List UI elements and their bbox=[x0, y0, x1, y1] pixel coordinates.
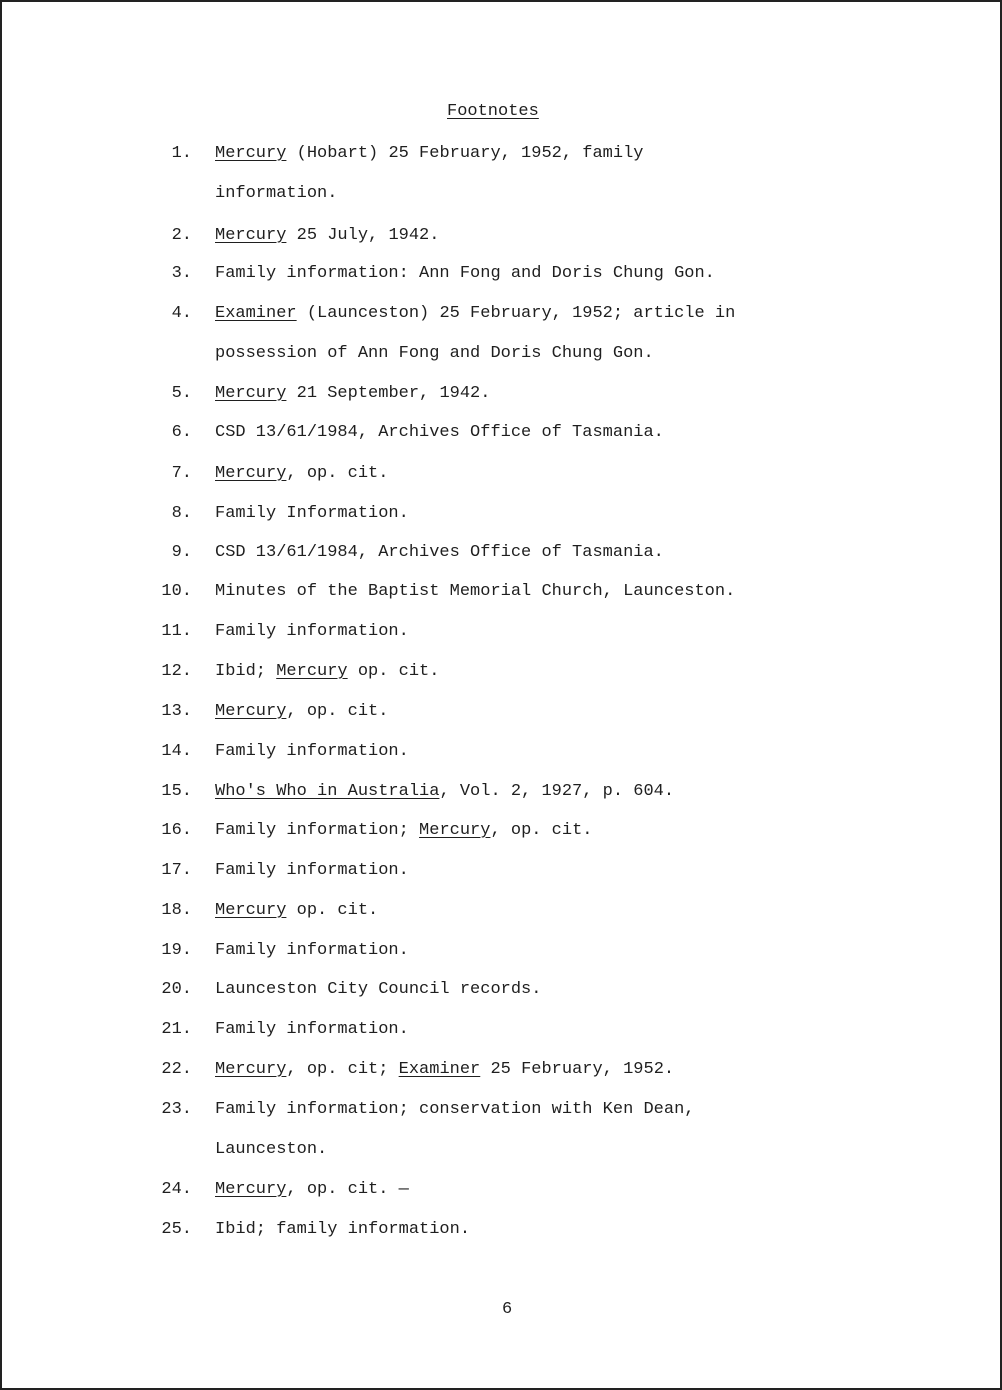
footnote-text bbox=[215, 1020, 409, 1040]
footnote-text-segment: Family information: Ann Fong and Doris Chung Gon. bbox=[215, 264, 715, 283]
footnote-text bbox=[215, 384, 490, 404]
footnote-text-segment: (Launceston) 25 February, 1952; article in bbox=[296, 304, 736, 323]
footnote-text-segment: op. cit. bbox=[286, 901, 379, 920]
footnote-source-title: Mercury bbox=[215, 1060, 287, 1079]
footnote-text-segment: Ibid; bbox=[215, 662, 277, 681]
footnote-text bbox=[215, 821, 593, 841]
footnote-text bbox=[215, 1100, 694, 1120]
footnote-source-title: Mercury bbox=[215, 144, 287, 163]
footnote-text bbox=[215, 980, 541, 1000]
footnote-number: 21. bbox=[161, 1020, 192, 1039]
footnote-source-title: Mercury bbox=[215, 226, 287, 245]
footnote-number: 6. bbox=[171, 423, 192, 442]
footnote-number: 22. bbox=[161, 1060, 192, 1079]
footnote-number: 25. bbox=[161, 1220, 192, 1239]
footnote-number: 18. bbox=[161, 901, 192, 920]
footnote-text-segment: op. cit. bbox=[347, 662, 440, 681]
footnote-text-segment: (Hobart) 25 February, 1952, family bbox=[286, 144, 644, 163]
footnote-text-segment: Family information; bbox=[215, 821, 420, 840]
footnote-text bbox=[215, 504, 409, 524]
footnote-text bbox=[215, 264, 715, 284]
footnote-number: 5. bbox=[171, 384, 192, 403]
footnote-text-segment: 25 February, 1952. bbox=[480, 1060, 675, 1079]
footnote-text bbox=[215, 144, 643, 164]
footnote-number: 14. bbox=[161, 742, 192, 761]
footnote-number: 10. bbox=[161, 582, 192, 601]
footnote-text bbox=[215, 941, 409, 961]
footnote-text bbox=[215, 423, 664, 443]
footnote-text bbox=[215, 304, 735, 324]
footnote-text bbox=[215, 582, 735, 602]
footnote-number: 23. bbox=[161, 1100, 192, 1119]
footnote-number: 1. bbox=[171, 144, 192, 163]
page-title: Footnotes bbox=[447, 102, 539, 121]
footnote-text bbox=[215, 464, 388, 484]
footnote-text-segment: , op. cit. bbox=[286, 702, 389, 721]
footnote-text bbox=[215, 742, 409, 762]
footnote-text-segment: 21 September, 1942. bbox=[286, 384, 491, 403]
footnote-text-segment: Ibid; family information. bbox=[215, 1220, 471, 1239]
footnote-source-title: Mercury bbox=[215, 1180, 287, 1199]
footnote-number: 3. bbox=[171, 264, 192, 283]
footnote-text-segment: Family information. bbox=[215, 622, 409, 641]
footnote-text-segment: 25 July, 1942. bbox=[286, 226, 440, 245]
footnote-text-segment: Family information; conservation with Ken Dean, bbox=[215, 1100, 695, 1119]
footnote-source-title: Mercury bbox=[419, 821, 491, 840]
footnote-source-title: Mercury bbox=[215, 702, 287, 721]
footnote-text bbox=[215, 1060, 674, 1080]
footnote-text-segment: CSD 13/61/1984, Archives Office of Tasmania. bbox=[215, 543, 664, 562]
footnote-text bbox=[215, 1180, 409, 1200]
footnote-text-segment: Minutes of the Baptist Memorial Church, Launceston. bbox=[215, 582, 736, 601]
footnote-text-line2: possession of Ann Fong and Doris Chung Gon. bbox=[215, 344, 654, 363]
footnote-text-line2: information. bbox=[215, 184, 338, 203]
footnote-source-title: Mercury bbox=[215, 464, 287, 483]
page-number: 6 bbox=[502, 1300, 513, 1319]
footnote-text bbox=[215, 226, 439, 246]
footnote-number: 4. bbox=[171, 304, 192, 323]
footnote-source-title: Examiner bbox=[398, 1060, 481, 1079]
footnote-source-title: Mercury bbox=[276, 662, 348, 681]
footnote-source-title: Mercury bbox=[215, 384, 287, 403]
footnote-text bbox=[215, 543, 664, 563]
footnote-text-segment: CSD 13/61/1984, Archives Office of Tasmania. bbox=[215, 423, 664, 442]
footnote-number: 13. bbox=[161, 702, 192, 721]
footnote-text-segment: Family information. bbox=[215, 941, 409, 960]
footnote-number: 15. bbox=[161, 782, 192, 801]
footnote-number: 16. bbox=[161, 821, 192, 840]
footnote-text bbox=[215, 782, 674, 802]
footnote-text-segment: , op. cit. bbox=[490, 821, 593, 840]
footnote-text-segment: , op. cit. — bbox=[286, 1180, 409, 1199]
footnote-number: 7. bbox=[171, 464, 192, 483]
footnote-number: 2. bbox=[171, 226, 192, 245]
footnote-text bbox=[215, 861, 409, 881]
footnote-number: 24. bbox=[161, 1180, 192, 1199]
footnote-text-segment: Family information. bbox=[215, 861, 409, 880]
footnote-text-line2: Launceston. bbox=[215, 1140, 328, 1159]
footnote-number: 12. bbox=[161, 662, 192, 681]
footnote-number: 9. bbox=[171, 543, 192, 562]
footnote-text bbox=[215, 702, 388, 722]
footnote-number: 17. bbox=[161, 861, 192, 880]
footnote-source-title: Examiner bbox=[215, 304, 297, 323]
footnote-number: 8. bbox=[171, 504, 192, 523]
footnote-source-title: Mercury bbox=[215, 901, 287, 920]
footnote-source-title: Who's Who in Australia bbox=[215, 782, 440, 801]
footnote-text-segment: , Vol. 2, 1927, p. 604. bbox=[439, 782, 675, 801]
footnote-text-segment: , op. cit. bbox=[286, 464, 389, 483]
footnote-text-segment: Launceston City Council records. bbox=[215, 980, 542, 999]
footnote-number: 20. bbox=[161, 980, 192, 999]
footnote-text bbox=[215, 622, 409, 642]
footnote-number: 11. bbox=[161, 622, 192, 641]
footnote-text-segment: Family information. bbox=[215, 1020, 409, 1039]
footnote-text bbox=[215, 901, 378, 921]
footnote-text bbox=[215, 1220, 470, 1240]
footnote-text bbox=[215, 662, 439, 682]
footnote-text-segment: , op. cit; bbox=[286, 1060, 399, 1079]
footnote-number: 19. bbox=[161, 941, 192, 960]
footnote-text-segment: Family Information. bbox=[215, 504, 409, 523]
footnote-text-segment: Family information. bbox=[215, 742, 409, 761]
